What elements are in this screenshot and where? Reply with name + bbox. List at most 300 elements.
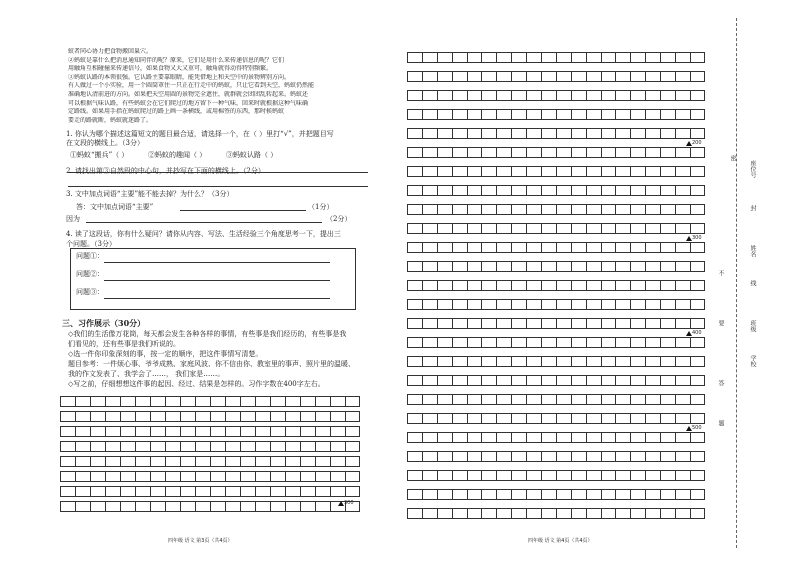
grid-cell (422, 242, 437, 253)
passage-line: ②蚂蚁是靠什么把消息通知同伴的呢？原来，它们是用什么来传递信息的呢？它们 (68, 56, 285, 64)
grid-row (60, 501, 360, 512)
grid-row (407, 280, 705, 291)
grid-cell (690, 337, 705, 348)
grid-cell (467, 242, 482, 253)
passage-line: ③蚂蚁认路的本领很强。它认路主要靠眼睛，能凭借地上和天空中的景物辨别方向。 (68, 73, 291, 81)
grid-cell (407, 318, 422, 329)
grid-cell (407, 71, 422, 82)
grid-cell (150, 486, 165, 497)
grid-cell (407, 242, 422, 253)
grid-cell (615, 337, 630, 348)
grid-row (407, 223, 705, 234)
grid-cell (330, 426, 345, 437)
binding-label: 封 (749, 205, 756, 211)
grid-cell (630, 261, 645, 272)
grid-cell (315, 426, 330, 437)
grid-cell (467, 356, 482, 367)
grid-cell (675, 90, 690, 101)
grid-cell (496, 223, 511, 234)
grid-cell (601, 299, 616, 310)
answer-line (104, 280, 330, 281)
grid-cell (285, 396, 300, 407)
binding-label: 学校 (749, 355, 756, 367)
grid-cell (210, 396, 225, 407)
grid-cell (586, 451, 601, 462)
grid-cell (407, 356, 422, 367)
grid-cell (586, 109, 601, 120)
grid-row (407, 52, 705, 63)
grid-cell (615, 261, 630, 272)
grid-cell (467, 52, 482, 63)
grid-cell (615, 242, 630, 253)
grid-cell (511, 280, 526, 291)
grid-cell (630, 337, 645, 348)
grid-cell (481, 394, 496, 405)
grid-cell (541, 280, 556, 291)
grid-cell (135, 426, 150, 437)
grid-cell (541, 166, 556, 177)
grid-cell (225, 456, 240, 467)
grid-cell (195, 486, 210, 497)
answer-line (86, 222, 322, 223)
grid-cell (467, 166, 482, 177)
passage-line: 准确地认清前进的方向。如果把天空用圆的景物完全遮住，就群就会团团乱转起来。蚂蚁还 (68, 91, 309, 98)
binding-label: 座位号 (749, 160, 756, 178)
grid-cell (615, 508, 630, 519)
grid-row (407, 109, 705, 120)
grid-cell (526, 52, 541, 63)
grid-cell (422, 489, 437, 500)
q3-answer-prefix: 答：文中加点词语“主要” (76, 203, 154, 211)
grid-cell (660, 413, 675, 424)
grid-cell (511, 489, 526, 500)
grid-cell (120, 426, 135, 437)
grid-cell (526, 185, 541, 196)
grid-cell (75, 471, 90, 482)
grid-cell (526, 242, 541, 253)
grid-cell (645, 470, 660, 481)
grid-cell (571, 71, 586, 82)
grid-cell (556, 508, 571, 519)
grid-cell (630, 356, 645, 367)
grid-cell (556, 147, 571, 158)
writing-grid (60, 396, 360, 516)
grid-cell (645, 204, 660, 215)
grid-cell (526, 508, 541, 519)
grid-cell (150, 456, 165, 467)
grid-cell (660, 337, 675, 348)
grid-cell (601, 204, 616, 215)
grid-cell (120, 396, 135, 407)
grid-cell (180, 396, 195, 407)
grid-cell (481, 489, 496, 500)
grid-cell (452, 223, 467, 234)
grid-cell (422, 508, 437, 519)
grid-row (60, 396, 360, 407)
grid-cell (496, 128, 511, 139)
grid-cell (571, 318, 586, 329)
grid-cell (690, 166, 705, 177)
grid-cell (135, 486, 150, 497)
passage-line: 要走的路就断，蚂蚁就迷路了。 (68, 116, 153, 124)
grid-cell (407, 470, 422, 481)
grid-cell (660, 432, 675, 443)
grid-cell (571, 280, 586, 291)
grid-cell (601, 109, 616, 120)
grid-cell (195, 396, 210, 407)
grid-cell (165, 426, 180, 437)
grid-cell (660, 489, 675, 500)
grid-cell (690, 318, 705, 329)
grid-cell (675, 470, 690, 481)
grid-cell (407, 432, 422, 443)
grid-cell (556, 166, 571, 177)
grid-cell (210, 486, 225, 497)
grid-cell (526, 356, 541, 367)
grid-cell (255, 456, 270, 467)
grid-cell (437, 432, 452, 443)
grid-cell (120, 456, 135, 467)
grid-cell (586, 147, 601, 158)
grid-cell (526, 394, 541, 405)
grid-cell (511, 261, 526, 272)
grid-cell (660, 52, 675, 63)
grid-cell (165, 441, 180, 452)
grid-cell (571, 413, 586, 424)
grid-cell (541, 242, 556, 253)
grid-cell (601, 394, 616, 405)
grid-cell (422, 280, 437, 291)
grid-cell (690, 508, 705, 519)
grid-cell (571, 489, 586, 500)
grid-cell (645, 337, 660, 348)
grid-cell (407, 299, 422, 310)
grid-cell (541, 337, 556, 348)
grid-cell (571, 242, 586, 253)
word-count-marker (338, 500, 354, 506)
grid-cell (556, 451, 571, 462)
grid-cell (526, 71, 541, 82)
grid-cell (105, 396, 120, 407)
answer-line (180, 210, 306, 211)
grid-cell (511, 204, 526, 215)
grid-cell (481, 280, 496, 291)
grid-cell (660, 280, 675, 291)
grid-cell (675, 185, 690, 196)
grid-row (407, 90, 705, 101)
grid-cell (422, 52, 437, 63)
section-line: 我的作文发表了、我学会了……， 我们家是……。 (68, 370, 225, 378)
grid-cell (586, 299, 601, 310)
grid-cell (437, 147, 452, 158)
grid-cell (675, 52, 690, 63)
grid-cell (615, 185, 630, 196)
grid-cell (407, 128, 422, 139)
grid-cell (645, 394, 660, 405)
section-line: ◇写之前，仔细想想这件事的起因、经过、结果是怎样的。习作字数在400字左右。 (68, 380, 325, 388)
grid-cell (240, 426, 255, 437)
grid-cell (422, 223, 437, 234)
grid-cell (60, 396, 75, 407)
grid-cell (300, 486, 315, 497)
grid-row (407, 489, 705, 500)
grid-cell (467, 128, 482, 139)
grid-cell (586, 337, 601, 348)
grid-cell (105, 456, 120, 467)
grid-cell (345, 486, 360, 497)
grid-cell (690, 242, 705, 253)
q1-option: ②蚂蚁的趣闻（ ） (148, 151, 207, 159)
grid-cell (526, 337, 541, 348)
grid-cell (422, 356, 437, 367)
grid-cell (105, 471, 120, 482)
grid-cell (690, 109, 705, 120)
grid-cell (481, 204, 496, 215)
grid-cell (210, 471, 225, 482)
grid-cell (60, 501, 75, 512)
grid-cell (496, 71, 511, 82)
grid-cell (586, 413, 601, 424)
grid-cell (675, 508, 690, 519)
grid-cell (452, 204, 467, 215)
grid-cell (541, 413, 556, 424)
grid-cell (481, 166, 496, 177)
grid-cell (75, 441, 90, 452)
grid-cell (452, 470, 467, 481)
grid-row (407, 166, 705, 177)
grid-cell (586, 394, 601, 405)
page-footer: 四年级 语文 第4页（共4页） (528, 538, 593, 544)
grid-cell (481, 261, 496, 272)
grid-cell (601, 356, 616, 367)
grid-cell (526, 280, 541, 291)
grid-cell (407, 166, 422, 177)
grid-cell (437, 71, 452, 82)
grid-cell (481, 223, 496, 234)
grid-cell (422, 299, 437, 310)
grid-cell (330, 471, 345, 482)
grid-cell (615, 128, 630, 139)
grid-cell (90, 471, 105, 482)
grid-cell (481, 185, 496, 196)
grid-cell (452, 185, 467, 196)
binding-label: 姓名 (749, 245, 756, 257)
answer-line (104, 262, 330, 263)
grid-cell (571, 90, 586, 101)
grid-cell (660, 147, 675, 158)
grid-cell (496, 413, 511, 424)
grid-cell (270, 396, 285, 407)
grid-cell (330, 396, 345, 407)
grid-cell (511, 147, 526, 158)
marker-label: 500 (692, 425, 702, 431)
grid-cell (511, 394, 526, 405)
grid-cell (90, 411, 105, 422)
grid-cell (556, 185, 571, 196)
grid-cell (526, 109, 541, 120)
grid-cell (556, 375, 571, 386)
grid-cell (586, 128, 601, 139)
grid-cell (675, 413, 690, 424)
grid-cell (75, 426, 90, 437)
grid-cell (556, 337, 571, 348)
grid-cell (556, 299, 571, 310)
grid-cell (630, 280, 645, 291)
grid-cell (615, 451, 630, 462)
grid-cell (630, 508, 645, 519)
grid-cell (300, 471, 315, 482)
grid-cell (601, 185, 616, 196)
grid-cell (630, 185, 645, 196)
grid-cell (437, 318, 452, 329)
grid-cell (556, 394, 571, 405)
grid-cell (75, 456, 90, 467)
grid-cell (422, 413, 437, 424)
grid-cell (511, 166, 526, 177)
grid-row (60, 486, 360, 497)
grid-cell (75, 411, 90, 422)
grid-cell (407, 147, 422, 158)
grid-cell (690, 261, 705, 272)
passage-line: 有人做过一个小实验，用一个圆筒罩住一只正在行走中的蚂蚁，只让它看到天空，蚂蚁仍然能 (68, 82, 315, 90)
grid-cell (615, 356, 630, 367)
grid-cell (150, 411, 165, 422)
grid-cell (526, 261, 541, 272)
word-count-marker (686, 140, 702, 146)
grid-cell (645, 299, 660, 310)
grid-cell (422, 451, 437, 462)
grid-cell (571, 394, 586, 405)
grid-cell (541, 451, 556, 462)
grid-cell (675, 375, 690, 386)
grid-cell (615, 204, 630, 215)
grid-cell (467, 71, 482, 82)
grid-cell (135, 411, 150, 422)
grid-cell (452, 52, 467, 63)
grid-cell (526, 489, 541, 500)
grid-cell (120, 441, 135, 452)
grid-cell (315, 396, 330, 407)
grid-cell (571, 337, 586, 348)
grid-cell (571, 375, 586, 386)
grid-row (407, 147, 705, 158)
grid-cell (345, 426, 360, 437)
grid-cell (690, 52, 705, 63)
binding-label: 要 (717, 320, 724, 326)
grid-cell (345, 471, 360, 482)
grid-cell (690, 375, 705, 386)
grid-cell (660, 318, 675, 329)
q1-option: ①蚂蚁“搬兵”（ ） (70, 151, 129, 159)
grid-cell (511, 299, 526, 310)
grid-cell (556, 204, 571, 215)
grid-cell (120, 501, 135, 512)
grid-cell (630, 413, 645, 424)
grid-cell (240, 456, 255, 467)
grid-cell (437, 185, 452, 196)
grid-cell (541, 261, 556, 272)
grid-cell (556, 223, 571, 234)
grid-cell (496, 375, 511, 386)
grid-cell (496, 337, 511, 348)
grid-cell (586, 90, 601, 101)
grid-cell (452, 299, 467, 310)
grid-cell (511, 109, 526, 120)
binding-strip (717, 10, 756, 550)
grid-cell (407, 413, 422, 424)
grid-cell (255, 501, 270, 512)
grid-cell (481, 71, 496, 82)
grid-cell (496, 204, 511, 215)
grid-cell (556, 90, 571, 101)
grid-cell (452, 90, 467, 101)
grid-cell (660, 299, 675, 310)
grid-cell (586, 261, 601, 272)
grid-cell (660, 90, 675, 101)
grid-cell (601, 71, 616, 82)
grid-cell (541, 71, 556, 82)
grid-cell (690, 489, 705, 500)
grid-cell (452, 71, 467, 82)
grid-cell (180, 411, 195, 422)
grid-cell (660, 394, 675, 405)
grid-cell (180, 501, 195, 512)
q3-answer-score: （1分） (308, 203, 334, 211)
grid-cell (467, 147, 482, 158)
grid-cell (496, 356, 511, 367)
grid-cell (60, 486, 75, 497)
grid-cell (675, 204, 690, 215)
grid-cell (660, 185, 675, 196)
grid-cell (586, 166, 601, 177)
grid-cell (210, 411, 225, 422)
grid-cell (556, 280, 571, 291)
grid-cell (526, 375, 541, 386)
grid-cell (541, 223, 556, 234)
grid-cell (481, 337, 496, 348)
grid-cell (690, 128, 705, 139)
grid-cell (541, 356, 556, 367)
grid-cell (496, 90, 511, 101)
grid-cell (556, 432, 571, 443)
grid-cell (586, 375, 601, 386)
grid-cell (526, 166, 541, 177)
grid-cell (481, 90, 496, 101)
binding-label: 线 (749, 280, 756, 286)
grid-cell (407, 185, 422, 196)
grid-cell (496, 166, 511, 177)
marker-label: 300 (692, 235, 702, 241)
grid-cell (511, 375, 526, 386)
grid-cell (452, 413, 467, 424)
grid-cell (586, 52, 601, 63)
word-count-marker (686, 330, 702, 336)
grid-row (407, 394, 705, 405)
grid-cell (270, 456, 285, 467)
grid-cell (270, 471, 285, 482)
grid-cell (467, 470, 482, 481)
grid-cell (345, 456, 360, 467)
grid-cell (285, 471, 300, 482)
grid-cell (437, 375, 452, 386)
grid-cell (285, 486, 300, 497)
grid-cell (675, 166, 690, 177)
grid-cell (165, 471, 180, 482)
grid-cell (481, 356, 496, 367)
grid-cell (601, 508, 616, 519)
grid-cell (315, 471, 330, 482)
grid-cell (437, 413, 452, 424)
